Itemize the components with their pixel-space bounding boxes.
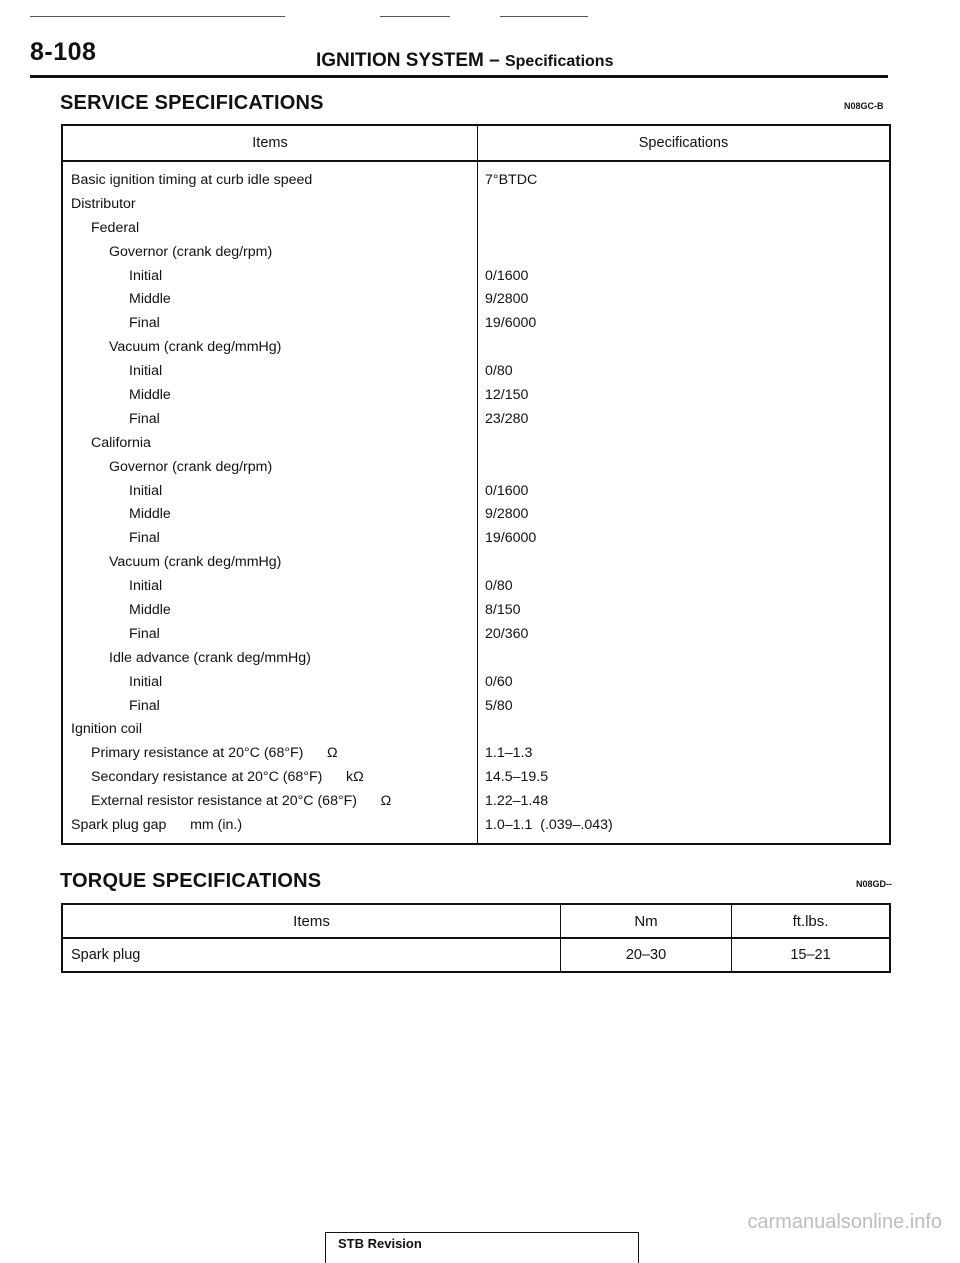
table-header-row [62, 904, 890, 938]
table-row [62, 311, 890, 335]
spec-value-cell: 0/80 [485, 363, 513, 380]
spec-item-cell: Idle advance (crank deg/mmHg) [62, 646, 478, 670]
column-header-items: Items [62, 904, 561, 938]
spec-item-cell: Governor (crank deg/rpm) [62, 240, 478, 264]
spec-item-cell: Final [62, 694, 478, 718]
table-row [62, 383, 890, 407]
spec-item-cell: Federal [62, 216, 478, 240]
spec-item-cell: External resistor resistance at 20°C (68°F) Ω [62, 789, 478, 813]
spec-item-cell: Middle [62, 383, 478, 407]
torque-specs-heading: TORQUE SPECIFICATIONS [60, 870, 322, 892]
spec-item-cell: Final [62, 311, 478, 335]
spec-item-cell: Initial [62, 670, 478, 694]
spec-value-cell: 0/80 [485, 578, 513, 595]
table-row [62, 192, 890, 216]
spec-value-cell: 9/2800 [485, 506, 529, 523]
table-row [62, 161, 890, 192]
page-number: 8-108 [30, 38, 97, 66]
spec-value-cell [478, 431, 891, 455]
spec-value-cell: 14.5–19.5 [485, 769, 549, 786]
spec-value-cell [478, 550, 891, 574]
torque-item-cell: Spark plug [62, 938, 561, 972]
spec-item-cell: Final [62, 622, 478, 646]
spec-value-cell: 12/150 [485, 386, 529, 403]
spec-value-cell: 1.0–1.1 (.039–.043) [485, 816, 613, 833]
spec-value-cell [478, 216, 891, 240]
spec-value-cell [478, 240, 891, 264]
table-row [62, 216, 890, 240]
spec-item-cell: Basic ignition timing at curb idle speed [62, 161, 478, 192]
revision-stub [325, 1232, 639, 1263]
column-header-items: Items [62, 125, 478, 161]
table-row [62, 938, 890, 972]
table-header-row [62, 125, 890, 161]
table-row [62, 455, 890, 479]
revision-stub-label: STB Revision [338, 1236, 422, 1251]
table-row [62, 789, 890, 813]
scan-line [380, 16, 450, 17]
table-row [62, 335, 890, 359]
table-row [62, 287, 890, 311]
service-specs-table [61, 124, 891, 845]
header-rule [30, 75, 888, 78]
spec-item-cell: Initial [62, 264, 478, 288]
table-row [62, 502, 890, 526]
torque-nm-cell: 20–30 [561, 938, 732, 972]
spec-value-cell: 5/80 [485, 697, 513, 714]
spec-item-cell: Distributor [62, 192, 478, 216]
spec-item-cell: Initial [62, 359, 478, 383]
torque-specs-table [61, 903, 891, 973]
scan-line [500, 16, 588, 17]
table-row [62, 574, 890, 598]
table-row [62, 264, 890, 288]
service-specs-body [62, 161, 890, 844]
spec-item-cell: Middle [62, 598, 478, 622]
spec-item-cell: Vacuum (crank deg/mmHg) [62, 335, 478, 359]
spec-item-cell: California [62, 431, 478, 455]
spec-item-cell: Governor (crank deg/rpm) [62, 455, 478, 479]
spec-value-cell: 19/6000 [485, 315, 537, 332]
table-row [62, 741, 890, 765]
spec-value-cell: 1.22–1.48 [485, 793, 549, 810]
table-row [62, 431, 890, 455]
spec-value-cell: 19/6000 [485, 530, 537, 547]
table-row [62, 622, 890, 646]
spec-value-cell: 1.1–1.3 [485, 745, 533, 762]
table-row [62, 550, 890, 574]
spec-value-cell [478, 646, 891, 670]
spec-item-cell: Initial [62, 479, 478, 503]
table-row [62, 526, 890, 550]
table-row [62, 240, 890, 264]
spec-item-cell: Initial [62, 574, 478, 598]
spec-value-cell: 9/2800 [485, 291, 529, 308]
spec-item-cell: Middle [62, 502, 478, 526]
spec-value-cell: 0/1600 [485, 267, 529, 284]
service-specs-code: N08GC-B [844, 101, 884, 111]
spec-item-cell: Ignition coil [62, 717, 478, 741]
table-row [62, 694, 890, 718]
torque-ftlbs-cell: 15–21 [790, 947, 831, 963]
table-row [62, 717, 890, 741]
spec-value-cell [478, 717, 891, 741]
table-row [62, 359, 890, 383]
table-row [62, 598, 890, 622]
watermark: carmanualsonline.info [747, 1211, 942, 1233]
page-title-main: IGNITION SYSTEM – [316, 50, 505, 71]
spec-item-cell: Final [62, 407, 478, 431]
page-title-sub: Specifications [504, 53, 614, 70]
table-row [62, 765, 890, 789]
table-row [62, 670, 890, 694]
table-row [62, 407, 890, 431]
spec-value-cell: 23/280 [485, 410, 529, 427]
spec-item-cell: Primary resistance at 20°C (68°F) Ω [62, 741, 478, 765]
torque-specs-code: N08GD-- [856, 879, 893, 889]
spec-value-cell: 0/60 [485, 673, 513, 690]
spec-value-cell [478, 192, 891, 216]
spec-item-cell: Final [62, 526, 478, 550]
spec-value-cell: 8/150 [485, 601, 521, 618]
table-row [62, 646, 890, 670]
column-header-specifications: Specifications [478, 125, 891, 161]
spec-value-cell [478, 455, 891, 479]
spec-item-cell: Middle [62, 287, 478, 311]
column-header-ftlbs: ft.lbs. [732, 904, 891, 938]
table-row [62, 813, 890, 844]
spec-value-cell: 0/1600 [485, 482, 529, 499]
spec-value-cell [478, 335, 891, 359]
column-header-nm: Nm [561, 904, 732, 938]
spec-item-cell: Spark plug gap mm (in.) [62, 813, 478, 844]
service-specs-heading: SERVICE SPECIFICATIONS [60, 92, 324, 114]
spec-item-cell: Vacuum (crank deg/mmHg) [62, 550, 478, 574]
spec-value-cell: 20/360 [485, 625, 529, 642]
table-row [62, 479, 890, 503]
page-title [316, 50, 613, 72]
spec-item-cell: Secondary resistance at 20°C (68°F) kΩ [62, 765, 478, 789]
scan-line [30, 16, 285, 17]
spec-value-cell: 7°BTDC [485, 171, 538, 188]
